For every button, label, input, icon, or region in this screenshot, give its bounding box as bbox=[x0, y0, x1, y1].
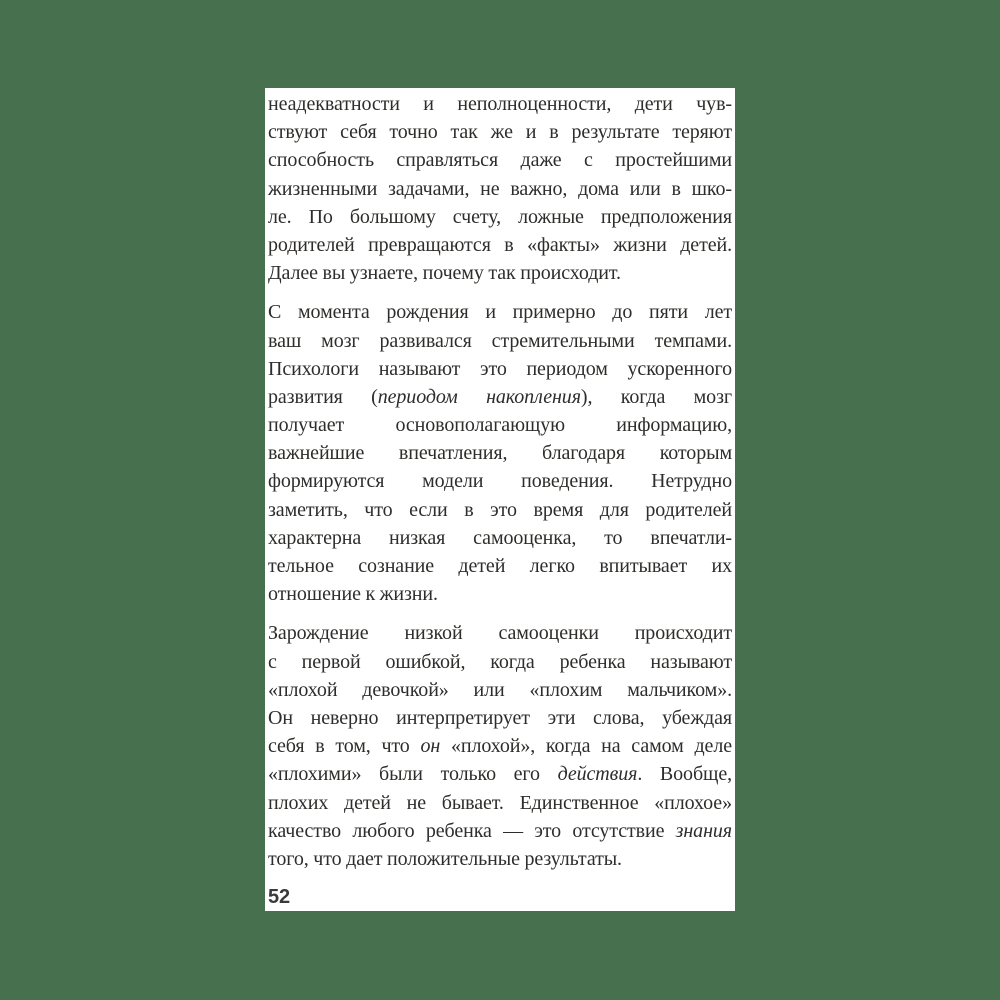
text-line: «плохими» были только его действия. Вообще, bbox=[268, 763, 732, 786]
text-line: того, что дает положительные результаты. bbox=[268, 847, 622, 870]
text-line: жизненными задачами, не важно, дома или в шко- bbox=[268, 177, 732, 200]
text-line: Он неверно интерпретирует эти слова, убеждая bbox=[268, 706, 732, 729]
text-line: с первой ошибкой, когда ребенка называют bbox=[268, 650, 732, 673]
page-number: 52 bbox=[268, 886, 291, 908]
text-line: себя в том, что он «плохой», когда на самом деле bbox=[268, 735, 732, 758]
text-line: ствуют себя точно так же и в результате теряют bbox=[268, 121, 732, 144]
text-line: характерна низкая самооценка, то впечатли- bbox=[268, 526, 732, 549]
text-line: Психологи называют это периодом ускоренного bbox=[268, 357, 732, 380]
text-line: неадекватности и неполноценности, дети чув- bbox=[268, 93, 732, 115]
text-line: плохих детей не бывает. Единственное «плохое» bbox=[268, 791, 732, 814]
page-text-block bbox=[268, 90, 732, 873]
text-line: качество любого ребенка — это отсутствие знания bbox=[268, 819, 732, 842]
text-line: ле. По большому счету, ложные предположения bbox=[268, 205, 732, 228]
paragraph bbox=[268, 90, 732, 287]
text-line: Далее вы узнаете, почему так происходит. bbox=[268, 262, 621, 285]
text-line: развития (периодом накопления), когда мозг bbox=[268, 385, 732, 408]
text-line: важнейшие впечатления, благодаря которым bbox=[268, 442, 732, 465]
paragraph bbox=[268, 619, 732, 873]
paragraph bbox=[268, 298, 732, 608]
text-line: заметить, что если в это время для родителей bbox=[268, 498, 732, 521]
text-line: формируются модели поведения. Нетрудно bbox=[268, 470, 732, 493]
text-line: тельное сознание детей легко впитывает их bbox=[268, 555, 732, 577]
text-line: родителей превращаются в «факты» жизни детей. bbox=[268, 233, 732, 256]
text-line: С момента рождения и примерно до пяти лет bbox=[268, 301, 732, 324]
text-line: отношение к жизни. bbox=[268, 583, 438, 606]
text-line: «плохой девочкой» или «плохим мальчиком». bbox=[268, 678, 732, 701]
book-page bbox=[265, 88, 735, 911]
text-line: получает основополагающую информацию, bbox=[268, 414, 732, 437]
text-line: способность справляться даже с простейшими bbox=[268, 149, 732, 172]
text-line: Зарождение низкой самооценки происходит bbox=[268, 622, 732, 645]
text-line: ваш мозг развивался стремительными темпами. bbox=[268, 329, 732, 352]
